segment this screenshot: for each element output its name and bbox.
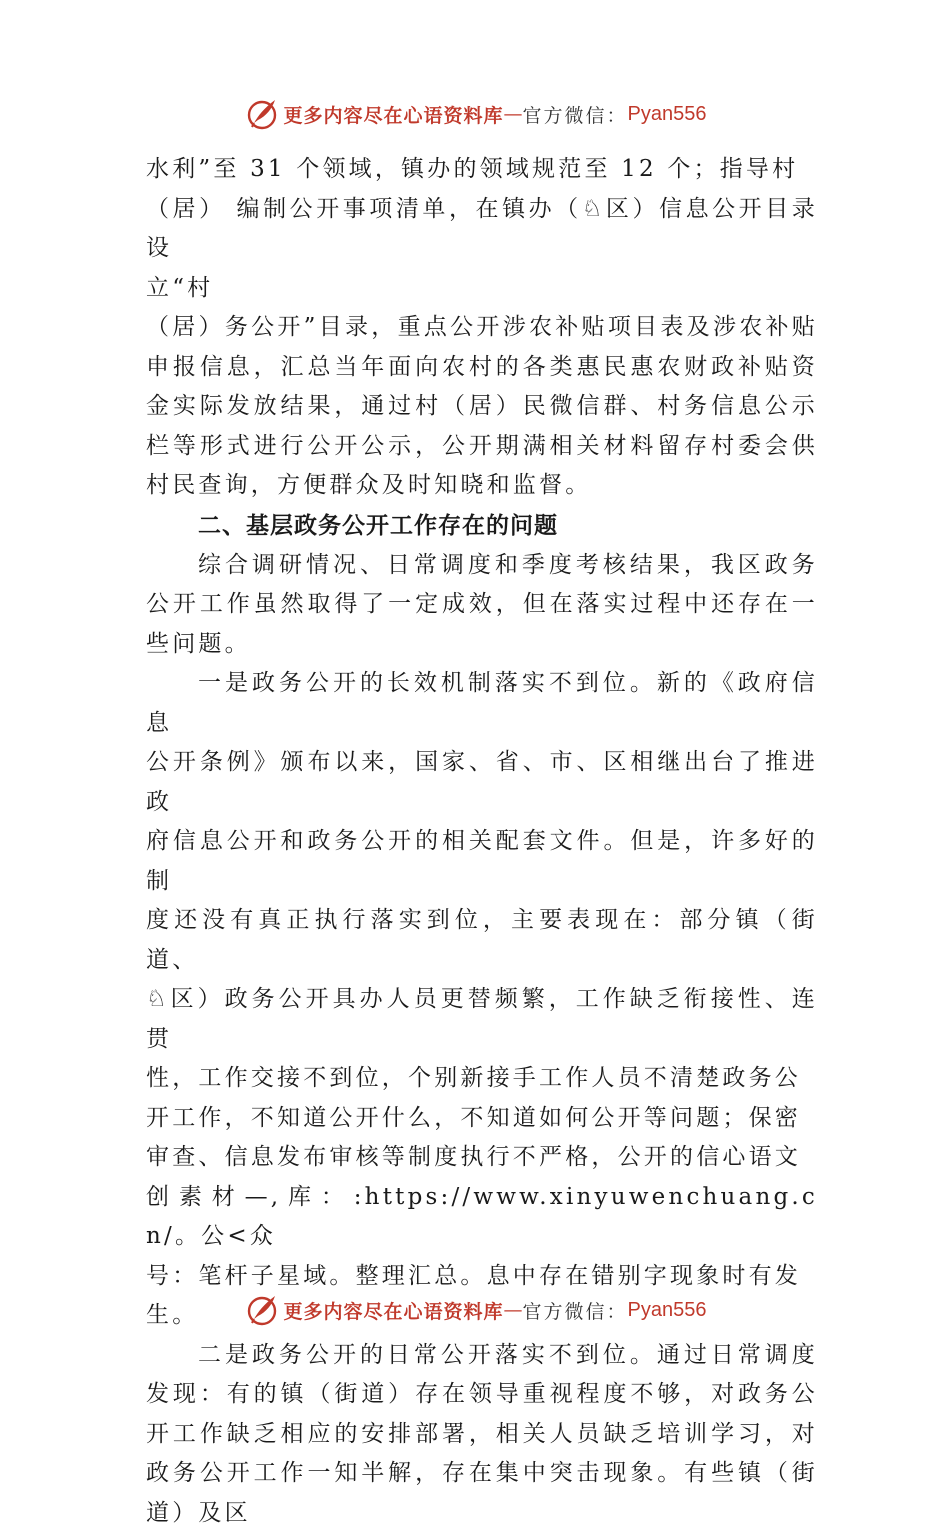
text-line: 一是政务公开的长效机制落实不到位。新的《政府信息	[146, 670, 818, 736]
watermark-banner-bottom	[0, 1290, 950, 1330]
quill-logo-icon	[244, 1292, 280, 1328]
watermark-brand: 更多内容尽在心语资料库	[284, 101, 504, 128]
text-line: 公开条例》颁布以来，国家、省、市、区相继出台了推进政	[146, 749, 818, 815]
text-line-url: 创素材—,库：:https://www.xinyuwenchuang.cn/。公<众	[146, 1184, 818, 1250]
quill-logo-icon	[244, 96, 280, 132]
text-line: 审查、信息发布审核等制度执行不严格，公开的信心语文	[146, 1144, 801, 1170]
watermark-banner-top	[0, 94, 950, 134]
text-line: 府信息公开和政务公开的相关配套文件。但是，许多好的制	[146, 828, 818, 894]
paragraph-village-affairs: （居）务公开”目录，重点公开涉农补贴项目表及涉农补贴申报信息，汇总当年面向农村的各类惠民惠农财政补贴资金实际发放结果，通过村（居）民微信群、村务信息公示栏等形式进行公开公示，公开期满相关材料留存村委会供村民查询，方便群众及时知晓和监督。	[146, 308, 818, 506]
watermark-wechat-id: Pyan556	[628, 103, 707, 126]
text-line: ♘区）政务公开具办人员更替频繁，工作缺乏衔接性、连贯	[146, 986, 818, 1052]
text-line: 水利”至 31 个领域，镇办的领域规范至 12 个；指导村	[146, 156, 798, 182]
watermark-brand: 更多内容尽在心语资料库	[284, 1297, 504, 1324]
paragraph-problem-two: 二是政务公开的日常公开落实不到位。通过日常调度发现：有的镇（街道）存在领导重视程度不够，对政务公开工作缺乏相应的安排部署，相关人员缺乏培训学习，对政务公开工作一知半解，存在集中突击现象。有些镇（街道）及区	[146, 1336, 818, 1533]
paragraph-continued	[146, 150, 818, 308]
text-line: 性，工作交接不到位，个别新接手工作人员不清楚政务公	[146, 1065, 801, 1091]
section-heading: 二、基层政务公开工作存在的问题	[146, 506, 818, 546]
text-line: 立“村	[146, 275, 213, 301]
text-line: 度还没有真正执行落实到位，主要表现在：部分镇（街道、	[146, 907, 818, 973]
watermark-wechat-id: Pyan556	[628, 1299, 707, 1322]
text-line: （居） 编制公开事项清单，在镇办（♘区）信息公开目录设	[146, 196, 818, 262]
paragraph-summary: 综合调研情况、日常调度和季度考核结果，我区政务公开工作虽然取得了一定成效，但在落实过程中还存在一些问题。	[146, 546, 818, 665]
text-line: 生。	[146, 1302, 198, 1328]
watermark-separator: —	[504, 103, 523, 125]
watermark-wechat-label: 官方微信：	[523, 1297, 628, 1324]
text-line: 开工作，不知道公开什么，不知道如何公开等问题；保密	[146, 1105, 801, 1131]
watermark-wechat-label: 官方微信：	[523, 101, 628, 128]
text-line: 号：笔杆子星域。整理汇总。息中存在错别字现象时有发	[146, 1263, 801, 1289]
watermark-separator: —	[504, 1299, 523, 1321]
paragraph-problem-one	[146, 664, 818, 1336]
